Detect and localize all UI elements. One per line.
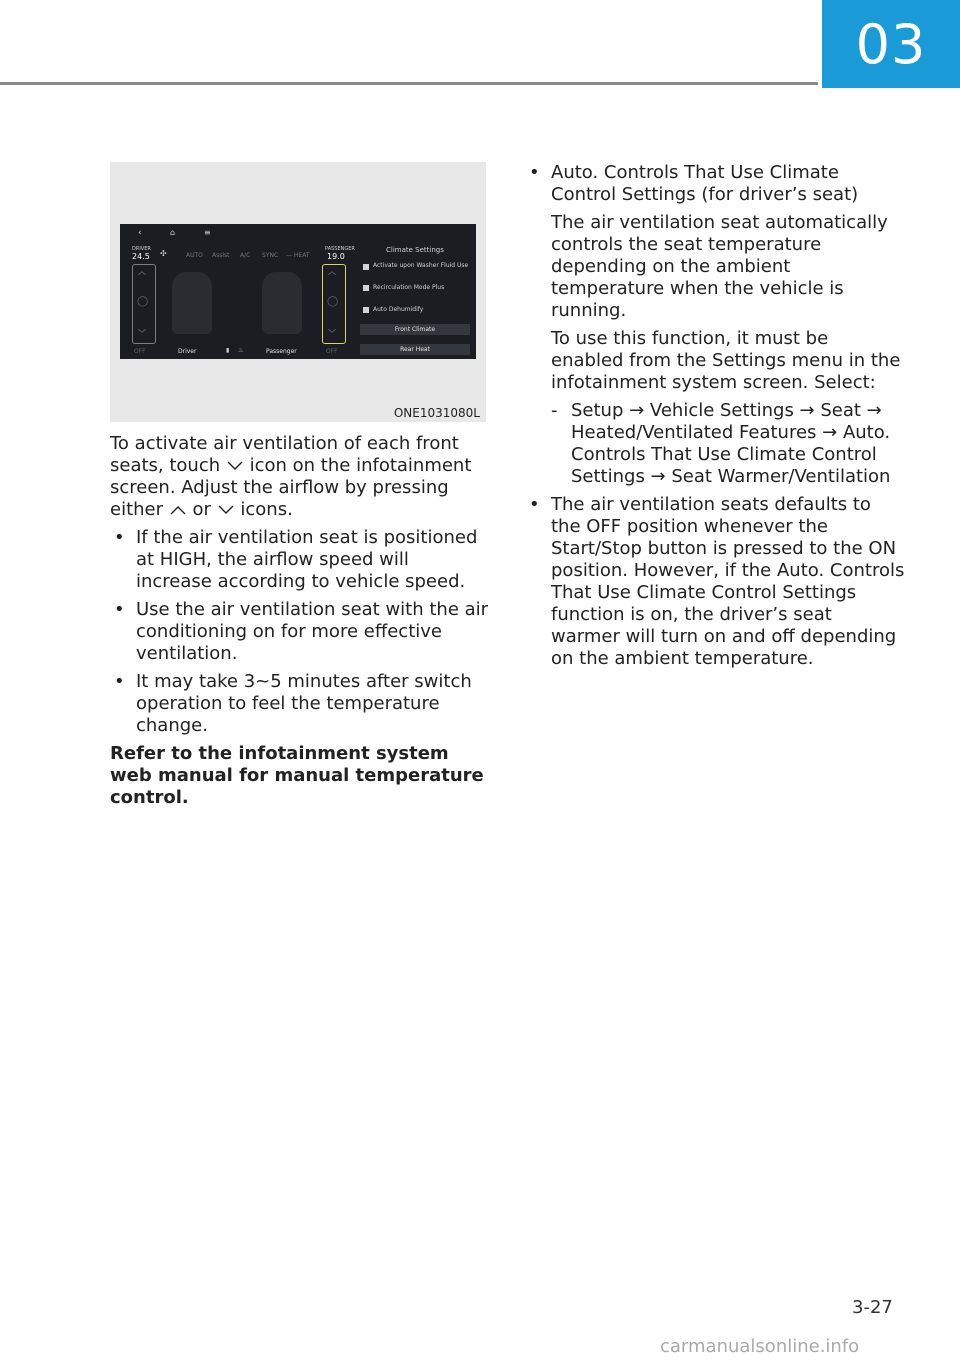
rear-heat-button[interactable]: Rear Heat	[360, 344, 470, 355]
top-item-heat: — HEAT	[286, 252, 310, 259]
figure	[110, 162, 486, 422]
back-icon: ‹	[138, 228, 142, 238]
bullet-text: Use the air ventilation seat with the air conditioning on for more effective ventilation.	[136, 599, 489, 664]
passenger-seat-vent-icon: ◯	[327, 296, 339, 307]
intro-line: screen. Adjust the airflow by pressing	[110, 477, 449, 498]
driver-off-label: OFF	[134, 348, 146, 355]
infotainment-screen	[120, 224, 476, 359]
intro-text: seats, touch	[110, 455, 221, 476]
driver-seat-vent-icon: ◯	[137, 296, 149, 307]
driver-down-icon: ﹀	[138, 329, 146, 338]
setting-auto-dehumidify: Auto Dehumidify	[373, 306, 424, 313]
driver-label: Driver	[178, 348, 197, 355]
passenger-label: Passenger	[266, 348, 297, 355]
top-item-assist: Assist	[212, 252, 230, 259]
menu-icon: ≡	[204, 228, 211, 237]
passenger-up-icon: ︿	[328, 267, 336, 276]
watermark: carmanualsonline.info	[660, 1336, 860, 1357]
intro-text: or	[192, 499, 211, 520]
driver-temp-label: DRIVER	[132, 246, 151, 252]
intro-line: To activate air ventilation of each front	[110, 433, 459, 454]
bullet-paragraph: The air ventilation seat automatically controls the seat temperature depending on the ambient temperature when the vehicle is running.	[551, 212, 888, 321]
driver-seat-illustration	[172, 272, 212, 334]
chevron-up-icon	[169, 504, 187, 516]
chevron-down-icon	[226, 460, 244, 472]
climate-settings-title: Climate Settings	[386, 246, 444, 254]
intro-text: icon on the infotainment	[249, 455, 472, 476]
list-item: • Auto. Controls That Use Climate Control Settings (for driver’s seat) The air ventilation seat automatically controls the seat temperature depending on the ambient temperature when the vehicle is running. To use this function, it must be enabled from the Settings menu in the infotainment system screen. Select: - Setup → Vehicle Settings → Seat → Heated/Ventilated Features → Auto. Controls That Use Climate Control Settings → Seat Warmer/Ventilation	[525, 162, 905, 488]
bullet-paragraph: To use this function, it must be enabled from the Settings menu in the infotainment system screen. Select:	[551, 328, 901, 393]
manual-note: Refer to the infotainment system web manual for manual temperature control.	[110, 743, 484, 808]
menu-path-text: Setup → Vehicle Settings → Seat → Heated/Ventilated Features → Auto. Controls That Use Climate Control Settings → Seat Warmer/Ventilation	[571, 400, 891, 487]
driver-up-icon: ︿	[138, 267, 146, 276]
top-item-ac: A/C	[240, 252, 251, 259]
steering-heat-icon: ▮	[226, 347, 230, 354]
menu-path: - Setup → Vehicle Settings → Seat → Heated/Ventilated Features → Auto. Controls That Use Climate Control Settings → Seat Warmer/Ventilation	[551, 400, 891, 487]
figure-code: ONE1031080L	[393, 406, 480, 420]
chapter-tab	[822, 0, 960, 88]
fan-icon: ✣	[160, 249, 167, 258]
chapter-number: 03	[855, 12, 927, 76]
bullet-text: If the air ventilation seat is positioned at HIGH, the airflow speed will increase according to vehicle speed.	[136, 527, 478, 592]
page-number: 3-27	[852, 1297, 893, 1318]
driver-temp: 24.5	[132, 252, 150, 261]
passenger-off-label: OFF	[326, 348, 338, 355]
bullet-title: Auto. Controls That Use Climate Control Settings (for driver’s seat)	[551, 162, 859, 205]
right-column	[525, 162, 905, 676]
checkbox-icon	[363, 264, 369, 270]
list-item: • If the air ventilation seat is positioned at HIGH, the airflow speed will increase according to vehicle speed.	[114, 527, 478, 592]
list-item: • Use the air ventilation seat with the air conditioning on for more effective ventilation.	[114, 599, 489, 664]
list-item: • The air ventilation seats defaults to the OFF position whenever the Start/Stop button is pressed to the ON position. However, if the Auto. Controls That Use Climate Control Settings function is on, the driver’s seat warmer will turn on and off depending on the ambient temperature.	[529, 494, 905, 669]
top-item-auto: AUTO	[186, 252, 203, 259]
home-icon: ⌂	[170, 228, 176, 237]
passenger-temp-label: PASSENGER	[325, 246, 355, 252]
passenger-down-icon: ﹀	[328, 329, 336, 338]
chevron-down-icon	[217, 504, 235, 516]
bullet-text: The air ventilation seats defaults to the OFF position whenever the Start/Stop button is pressed to the ON position. However, if the Auto. Controls That Use Climate Control Settings function is on, the driver’s seat warmer will turn on and off depending on the ambient temperature.	[551, 494, 905, 669]
left-column	[110, 433, 490, 815]
bullet-text: It may take 3~5 minutes after switch operation to feel the temperature change.	[136, 671, 472, 736]
top-item-sync: SYNC	[262, 252, 279, 259]
setting-recirculation: Recirculation Mode Plus	[373, 284, 445, 291]
header-rule	[0, 82, 818, 85]
setting-washer-fluid: Activate upon Washer Fluid Use	[373, 262, 469, 269]
passenger-seat-illustration	[262, 272, 302, 334]
checkbox-icon	[363, 307, 369, 313]
list-item: • It may take 3~5 minutes after switch operation to feel the temperature change.	[114, 671, 472, 736]
seat-icon: ♨	[238, 347, 244, 354]
intro-paragraph	[110, 433, 490, 521]
passenger-temp: 19.0	[327, 252, 345, 261]
checkbox-icon	[363, 285, 369, 291]
front-climate-button[interactable]: Front Climate	[360, 324, 470, 335]
intro-text: icons.	[240, 499, 293, 520]
intro-text: either	[110, 499, 164, 520]
